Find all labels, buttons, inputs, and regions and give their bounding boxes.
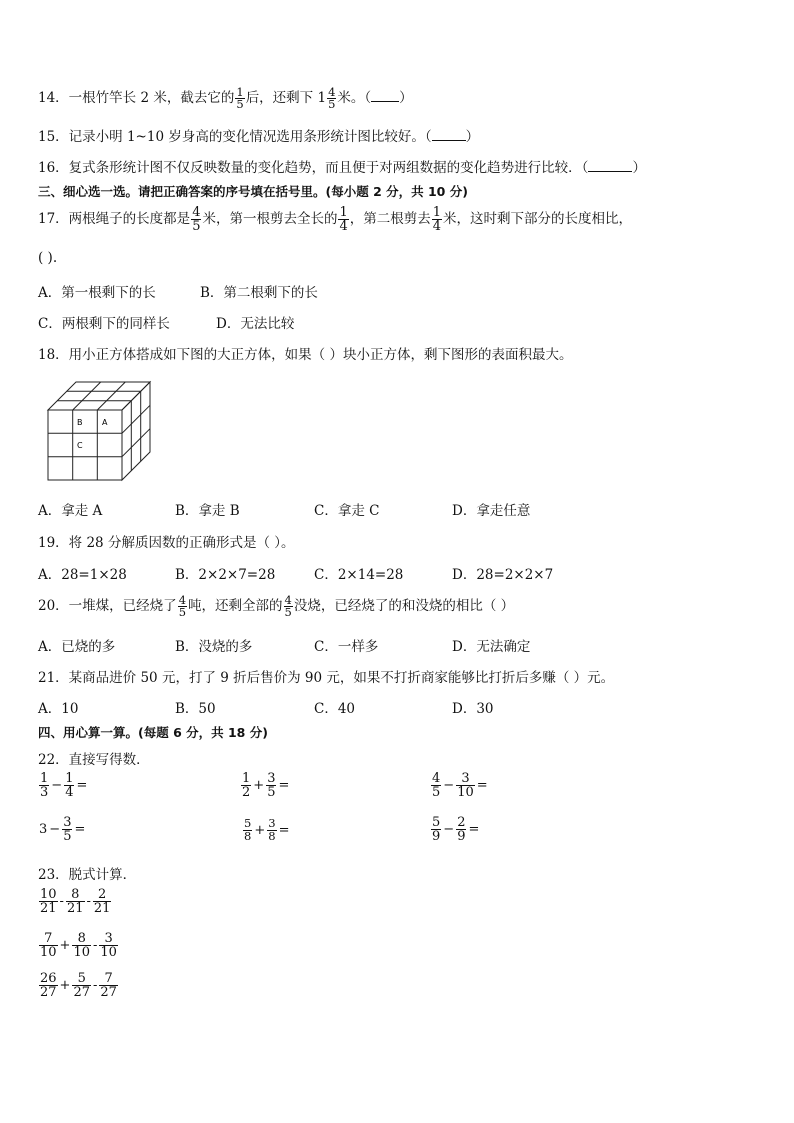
question-16: 16．复式条形统计图不仅反映数量的变化趋势，而且便于对两组数据的变化趋势进行比较．（ ） — [38, 160, 646, 176]
calc-item: 3 − $\frac{3}{5}$ = — [39, 815, 86, 844]
option-b[interactable]: B．2×2×7=28 — [175, 567, 276, 583]
answer-blank[interactable] — [588, 159, 632, 172]
fraction: $\frac{4}{5}$ — [328, 84, 336, 111]
question-22: 22．直接写得数． — [38, 752, 150, 768]
answer-blank[interactable] — [432, 128, 466, 141]
question-14: 14．一根竹竿长 2 米，截去它的 $\frac{1}{5}$ 后，还剩下 1 $\frac{4}{5}$ 米。（ ） — [38, 84, 413, 111]
question-20: 20．一堆煤，已经烧了 $\frac{4}{5}$ 吨，还剩全部的 $\frac{4}{5}$ 没烧，已经烧了的和没烧的相比（ ） — [38, 592, 515, 619]
option-b[interactable]: B．50 — [175, 701, 216, 717]
fraction: $\frac{1}{4}$ — [339, 205, 348, 234]
question-21: 21．某商品进价 50 元，打了 9 折后售价为 90 元，如果不打折商家能够比打折后多赚（ ）元。 — [38, 670, 615, 686]
option-a[interactable]: A．已烧的多 — [38, 639, 116, 655]
cube-label-c: C — [77, 441, 83, 450]
calc-item: $\frac{5}{8}$ + $\frac{3}{8}$ = — [244, 816, 290, 843]
fraction: $\frac{1}{4}$ — [432, 205, 442, 234]
option-c[interactable]: C．40 — [314, 701, 356, 717]
option-d[interactable]: D．无法确定 — [452, 639, 531, 655]
option-a[interactable]: A．拿走 A — [38, 503, 103, 519]
option-d[interactable]: D．拿走任意 — [452, 503, 531, 519]
cube-figure — [44, 378, 156, 486]
option-d[interactable]: D．无法比较 — [216, 316, 295, 332]
calc-item: $\frac{1}{2}$ + $\frac{3}{5}$ = — [242, 771, 290, 800]
fraction: $\frac{4}{5}$ — [284, 592, 292, 619]
question-17-blank: ( ). — [38, 250, 58, 266]
question-17: 17．两根绳子的长度都是 $\frac{4}{5}$ 米，第一根剪去全长的 $\frac{1}{4}$ ，第二根剪去 $\frac{1}{4}$ 米，这时剩下部分的长度相比， — [38, 205, 633, 234]
calc-chain: $\frac{7}{10}$ + $\frac{8}{10}$ - $\frac{3}{10}$ — [40, 931, 117, 960]
option-c[interactable]: C．两根剩下的同样长 — [38, 316, 170, 332]
option-b[interactable]: B．第二根剩下的长 — [200, 285, 318, 301]
cube-label-a: A — [102, 418, 108, 427]
question-15: 15．记录小明 1~10 岁身高的变化情况选用条形统计图比较好。（ ） — [38, 129, 480, 145]
fraction: $\frac{1}{5}$ — [236, 84, 244, 111]
calc-item: $\frac{4}{5}$ − $\frac{3}{10}$ = — [432, 771, 488, 800]
option-c[interactable]: C．2×14=28 — [314, 567, 404, 583]
section-heading-4: 四、用心算一算。(每题 6 分，共 18 分) — [38, 725, 268, 740]
question-23: 23．脱式计算． — [38, 867, 137, 883]
calc-chain: $\frac{26}{27}$ + $\frac{5}{27}$ - $\frac{7}{27}$ — [40, 971, 117, 1000]
option-a[interactable]: A．第一根剩下的长 — [38, 285, 156, 301]
option-a[interactable]: A．28=1×28 — [38, 567, 127, 583]
calc-item: $\frac{5}{9}$ − $\frac{2}{9}$ = — [432, 815, 480, 844]
section-heading-3: 三、细心选一选。请把正确答案的序号填在括号里。(每小题 2 分，共 10 分) — [38, 184, 468, 199]
fraction: $\frac{4}{5}$ — [192, 205, 201, 234]
question-18: 18．用小正方体搭成如下图的大正方体，如果（ ）块小正方体，剩下图形的表面积最大。 — [38, 347, 573, 363]
question-19: 19．将 28 分解质因数的正确形式是（ ）。 — [38, 535, 295, 551]
calc-chain: $\frac{10}{21}$ - $\frac{8}{21}$ - $\frac{2}{21}$ — [40, 887, 111, 916]
calc-item: $\frac{1}{3}$ − $\frac{1}{4}$ = — [40, 771, 88, 800]
answer-blank[interactable] — [371, 89, 399, 102]
option-b[interactable]: B．没烧的多 — [175, 639, 253, 655]
option-c[interactable]: C．一样多 — [314, 639, 379, 655]
option-d[interactable]: D．28=2×2×7 — [452, 567, 554, 583]
option-a[interactable]: A．10 — [38, 701, 79, 717]
option-c[interactable]: C．拿走 C — [314, 503, 380, 519]
cube-label-b: B — [77, 418, 83, 427]
option-b[interactable]: B．拿走 B — [175, 503, 240, 519]
fraction: $\frac{4}{5}$ — [178, 592, 187, 619]
option-d[interactable]: D．30 — [452, 701, 494, 717]
